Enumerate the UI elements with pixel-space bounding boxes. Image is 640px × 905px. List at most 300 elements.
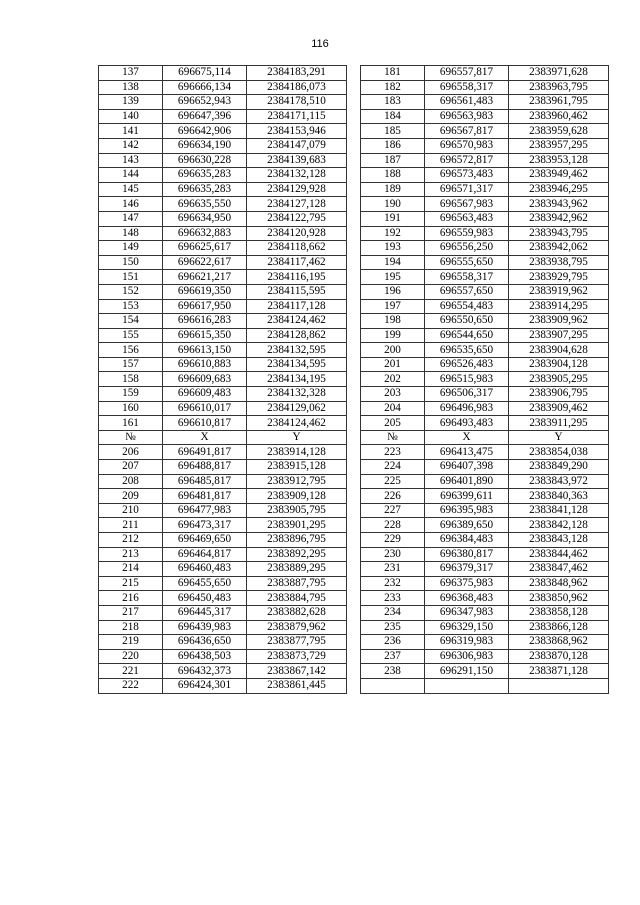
column-gap [347,226,361,241]
column-gap [347,635,361,650]
x-coordinate-cell: 696572,817 [425,153,509,168]
x-coordinate-cell: 696559,983 [425,226,509,241]
column-gap [347,80,361,95]
y-coordinate-cell: 2384153,946 [247,124,347,139]
point-number-cell: 187 [361,153,425,168]
table-row [99,66,609,81]
y-coordinate-cell: 2383882,628 [247,605,347,620]
y-coordinate-cell: 2383957,295 [509,138,609,153]
column-gap [347,357,361,372]
column-gap [347,460,361,475]
column-gap [347,620,361,635]
point-number-cell: 190 [361,197,425,212]
column-gap [347,372,361,387]
point-number-cell: 214 [99,562,163,577]
table-row [99,182,609,197]
y-coordinate-cell: 2383909,128 [247,489,347,504]
table-row [99,95,609,110]
x-coordinate-cell: 696384,483 [425,533,509,548]
column-gap [347,211,361,226]
x-coordinate-cell: 696436,650 [163,635,247,650]
x-coordinate-cell: 696544,650 [425,328,509,343]
column-gap [347,109,361,124]
y-coordinate-cell: 2384124,462 [247,314,347,329]
column-gap [347,547,361,562]
x-coordinate-cell: 696573,483 [425,168,509,183]
point-number-cell: 203 [361,387,425,402]
column-gap [347,299,361,314]
x-coordinate-cell [425,678,509,693]
table-row [99,460,609,475]
x-coordinate-cell: 696445,317 [163,605,247,620]
column-gap [347,95,361,110]
x-coordinate-cell: 696389,650 [425,518,509,533]
table-row [99,299,609,314]
column-gap [347,387,361,402]
x-coordinate-cell: 696450,483 [163,591,247,606]
y-coordinate-cell: 2384128,862 [247,328,347,343]
y-coordinate-cell: 2383854,038 [509,445,609,460]
y-coordinate-cell: 2383907,295 [509,328,609,343]
column-gap [347,503,361,518]
x-coordinate-cell: 696306,983 [425,649,509,664]
y-coordinate-cell: 2384118,662 [247,241,347,256]
table-header-row [99,430,609,445]
x-coordinate-cell: 696561,483 [425,95,509,110]
x-coordinate-cell: 696473,317 [163,518,247,533]
table-row [99,678,609,693]
y-coordinate-cell: 2383914,128 [247,445,347,460]
table-row [99,503,609,518]
x-coordinate-cell: 696622,617 [163,255,247,270]
x-coordinate-cell: 696477,983 [163,503,247,518]
y-coordinate-cell: 2383858,128 [509,605,609,620]
table-row [99,576,609,591]
table-row [99,211,609,226]
x-coordinate-cell: 696563,483 [425,211,509,226]
x-coordinate-cell: 696647,396 [163,109,247,124]
y-coordinate-cell: 2383915,128 [247,460,347,475]
x-coordinate-cell: 696380,817 [425,547,509,562]
point-number-cell: 201 [361,357,425,372]
column-gap [347,533,361,548]
y-coordinate-cell: 2383914,295 [509,299,609,314]
y-coordinate-cell: 2384117,462 [247,255,347,270]
point-number-cell: 159 [99,387,163,402]
y-coordinate-cell: 2383896,795 [247,533,347,548]
column-gap [347,591,361,606]
x-coordinate-cell: 696570,983 [425,138,509,153]
y-coordinate-cell: 2384147,079 [247,138,347,153]
x-coordinate-cell: 696558,317 [425,270,509,285]
y-coordinate-cell: 2384120,928 [247,226,347,241]
y-coordinate-cell: 2384178,510 [247,95,347,110]
y-coordinate-cell: 2383904,628 [509,343,609,358]
x-coordinate-cell: 696496,983 [425,401,509,416]
y-coordinate-cell: 2383929,795 [509,270,609,285]
y-coordinate-cell: 2383961,795 [509,95,609,110]
y-coordinate-cell: 2384127,128 [247,197,347,212]
table-row [99,445,609,460]
point-number-cell: 149 [99,241,163,256]
x-coordinate-cell: 696610,883 [163,357,247,372]
point-number-cell: 223 [361,445,425,460]
x-coordinate-cell: 696464,817 [163,547,247,562]
point-number-cell: 205 [361,416,425,431]
x-coordinate-cell: 696632,883 [163,226,247,241]
table-row [99,138,609,153]
y-coordinate-cell: 2384132,595 [247,343,347,358]
x-coordinate-cell: 696488,817 [163,460,247,475]
point-number-cell: 184 [361,109,425,124]
point-number-cell: 140 [99,109,163,124]
point-number-cell: 221 [99,664,163,679]
x-coordinate-cell: 696515,983 [425,372,509,387]
y-coordinate-cell: 2383943,795 [509,226,609,241]
column-gap [347,314,361,329]
point-number-cell: 156 [99,343,163,358]
point-number-cell: 161 [99,416,163,431]
table-row [99,153,609,168]
y-coordinate-cell: 2383871,128 [509,664,609,679]
column-gap [347,197,361,212]
header-number: № [99,430,163,445]
y-coordinate-cell: 2383911,295 [509,416,609,431]
y-coordinate-cell: 2383873,729 [247,649,347,664]
point-number-cell: 192 [361,226,425,241]
x-coordinate-cell: 696666,134 [163,80,247,95]
point-number-cell: 143 [99,153,163,168]
point-number-cell: 216 [99,591,163,606]
x-coordinate-cell: 696610,017 [163,401,247,416]
y-coordinate-cell: 2383949,462 [509,168,609,183]
x-coordinate-cell: 696571,317 [425,182,509,197]
x-coordinate-cell: 696526,483 [425,357,509,372]
table-row [99,547,609,562]
x-coordinate-cell: 696609,683 [163,372,247,387]
point-number-cell: 195 [361,270,425,285]
point-number-cell: 222 [99,678,163,693]
y-coordinate-cell: 2383879,962 [247,620,347,635]
y-coordinate-cell: 2384186,073 [247,80,347,95]
x-coordinate-cell: 696535,650 [425,343,509,358]
y-coordinate-cell: 2383892,295 [247,547,347,562]
x-coordinate-cell: 696550,650 [425,314,509,329]
y-coordinate-cell: 2384115,595 [247,284,347,299]
x-coordinate-cell: 696485,817 [163,474,247,489]
point-number-cell: 200 [361,343,425,358]
y-coordinate-cell: 2383868,962 [509,635,609,650]
column-gap [347,182,361,197]
y-coordinate-cell: 2383905,295 [509,372,609,387]
point-number-cell: 182 [361,80,425,95]
point-number-cell: 213 [99,547,163,562]
x-coordinate-cell: 696634,950 [163,211,247,226]
y-coordinate-cell: 2383844,462 [509,547,609,562]
y-coordinate-cell: 2383849,290 [509,460,609,475]
y-coordinate-cell: 2384139,683 [247,153,347,168]
y-coordinate-cell: 2383870,128 [509,649,609,664]
x-coordinate-cell: 696481,817 [163,489,247,504]
y-coordinate-cell: 2383912,795 [247,474,347,489]
y-coordinate-cell: 2383840,363 [509,489,609,504]
x-coordinate-cell: 696493,483 [425,416,509,431]
x-coordinate-cell: 696652,943 [163,95,247,110]
point-number-cell: 196 [361,284,425,299]
x-coordinate-cell: 696395,983 [425,503,509,518]
point-number-cell: 233 [361,591,425,606]
x-coordinate-cell: 696617,950 [163,299,247,314]
x-coordinate-cell: 696613,150 [163,343,247,358]
y-coordinate-cell: 2383906,795 [509,387,609,402]
point-number-cell: 158 [99,372,163,387]
column-gap [347,270,361,285]
table-row [99,328,609,343]
x-coordinate-cell: 696469,650 [163,533,247,548]
y-coordinate-cell: 2383909,962 [509,314,609,329]
y-coordinate-cell: 2383850,962 [509,591,609,606]
x-coordinate-cell: 696642,906 [163,124,247,139]
point-number-cell: 142 [99,138,163,153]
column-gap [347,678,361,693]
column-gap [347,518,361,533]
x-coordinate-cell: 696563,983 [425,109,509,124]
point-number-cell: 155 [99,328,163,343]
header-number: № [361,430,425,445]
point-number-cell: 230 [361,547,425,562]
y-coordinate-cell: 2383905,795 [247,503,347,518]
y-coordinate-cell: 2383960,462 [509,109,609,124]
point-number-cell: 183 [361,95,425,110]
column-gap [347,328,361,343]
y-coordinate-cell: 2384132,128 [247,168,347,183]
point-number-cell: 181 [361,66,425,81]
y-coordinate-cell: 2383971,628 [509,66,609,81]
y-coordinate-cell: 2383841,128 [509,503,609,518]
x-coordinate-cell: 696610,817 [163,416,247,431]
y-coordinate-cell: 2383843,972 [509,474,609,489]
y-coordinate-cell: 2383889,295 [247,562,347,577]
point-number-cell: 193 [361,241,425,256]
y-coordinate-cell: 2384122,795 [247,211,347,226]
x-coordinate-cell: 696635,283 [163,168,247,183]
point-number-cell: 152 [99,284,163,299]
x-coordinate-cell: 696625,617 [163,241,247,256]
x-coordinate-cell: 696555,650 [425,255,509,270]
x-coordinate-cell: 696379,317 [425,562,509,577]
point-number-cell: 238 [361,664,425,679]
table-row [99,255,609,270]
table-row [99,314,609,329]
column-gap [347,576,361,591]
point-number-cell: 204 [361,401,425,416]
point-number-cell: 157 [99,357,163,372]
x-coordinate-cell: 696615,350 [163,328,247,343]
point-number-cell: 226 [361,489,425,504]
point-number-cell: 147 [99,211,163,226]
column-gap [347,66,361,81]
x-coordinate-cell: 696616,283 [163,314,247,329]
y-coordinate-cell: 2383901,295 [247,518,347,533]
y-coordinate-cell: 2383904,128 [509,357,609,372]
x-coordinate-cell: 696554,483 [425,299,509,314]
point-number-cell: 234 [361,605,425,620]
y-coordinate-cell: 2383909,462 [509,401,609,416]
x-coordinate-cell: 696319,983 [425,635,509,650]
y-coordinate-cell: 2383942,962 [509,211,609,226]
y-coordinate-cell: 2384134,195 [247,372,347,387]
header-y: Y [247,430,347,445]
x-coordinate-cell: 696347,983 [425,605,509,620]
x-coordinate-cell: 696455,650 [163,576,247,591]
point-number-cell: 153 [99,299,163,314]
y-coordinate-cell: 2384132,328 [247,387,347,402]
point-number-cell: 141 [99,124,163,139]
point-number-cell: 224 [361,460,425,475]
point-number-cell: 148 [99,226,163,241]
column-gap [347,241,361,256]
x-coordinate-cell: 696413,475 [425,445,509,460]
y-coordinate-cell: 2383877,795 [247,635,347,650]
y-coordinate-cell: 2383884,795 [247,591,347,606]
y-coordinate-cell: 2383861,445 [247,678,347,693]
y-coordinate-cell: 2384124,462 [247,416,347,431]
y-coordinate-cell: 2383943,962 [509,197,609,212]
point-number-cell: 227 [361,503,425,518]
point-number-cell: 144 [99,168,163,183]
point-number-cell: 145 [99,182,163,197]
table-row [99,80,609,95]
column-gap [347,605,361,620]
coordinates-table [98,65,609,694]
x-coordinate-cell: 696491,817 [163,445,247,460]
y-coordinate-cell: 2383866,128 [509,620,609,635]
column-gap [347,168,361,183]
y-coordinate-cell: 2383942,062 [509,241,609,256]
table-row [99,664,609,679]
y-coordinate-cell: 2384116,195 [247,270,347,285]
point-number-cell: 198 [361,314,425,329]
x-coordinate-cell: 696558,317 [425,80,509,95]
column-gap [347,401,361,416]
table-row [99,357,609,372]
x-coordinate-cell: 696506,317 [425,387,509,402]
table-row [99,635,609,650]
y-coordinate-cell: 2383867,142 [247,664,347,679]
x-coordinate-cell: 696460,483 [163,562,247,577]
point-number-cell: 185 [361,124,425,139]
x-coordinate-cell: 696439,983 [163,620,247,635]
x-coordinate-cell: 696438,503 [163,649,247,664]
column-gap [347,138,361,153]
y-coordinate-cell: 2383919,962 [509,284,609,299]
y-coordinate-cell: 2383959,628 [509,124,609,139]
table-row [99,474,609,489]
table-row [99,562,609,577]
column-gap [347,284,361,299]
x-coordinate-cell: 696630,228 [163,153,247,168]
table-row [99,168,609,183]
x-coordinate-cell: 696399,611 [425,489,509,504]
x-coordinate-cell: 696567,817 [425,124,509,139]
column-gap [347,430,361,445]
table-row [99,416,609,431]
x-coordinate-cell: 696368,483 [425,591,509,606]
y-coordinate-cell: 2383963,795 [509,80,609,95]
point-number-cell: 225 [361,474,425,489]
table-row [99,620,609,635]
column-gap [347,445,361,460]
table-row [99,124,609,139]
column-gap [347,649,361,664]
y-coordinate-cell: 2384117,128 [247,299,347,314]
y-coordinate-cell: 2383847,462 [509,562,609,577]
point-number-cell: 139 [99,95,163,110]
point-number-cell: 186 [361,138,425,153]
point-number-cell [361,678,425,693]
point-number-cell: 137 [99,66,163,81]
y-coordinate-cell: 2383938,795 [509,255,609,270]
point-number-cell: 218 [99,620,163,635]
point-number-cell: 209 [99,489,163,504]
y-coordinate-cell: 2383843,128 [509,533,609,548]
point-number-cell: 219 [99,635,163,650]
column-gap [347,664,361,679]
point-number-cell: 199 [361,328,425,343]
header-y: Y [509,430,609,445]
point-number-cell: 188 [361,168,425,183]
point-number-cell: 197 [361,299,425,314]
y-coordinate-cell: 2383848,962 [509,576,609,591]
y-coordinate-cell: 2383887,795 [247,576,347,591]
x-coordinate-cell: 696557,650 [425,284,509,299]
x-coordinate-cell: 696619,350 [163,284,247,299]
point-number-cell: 235 [361,620,425,635]
point-number-cell: 229 [361,533,425,548]
table-row [99,109,609,124]
x-coordinate-cell: 696675,114 [163,66,247,81]
point-number-cell: 232 [361,576,425,591]
point-number-cell: 237 [361,649,425,664]
point-number-cell: 210 [99,503,163,518]
table-row [99,226,609,241]
x-coordinate-cell: 696609,483 [163,387,247,402]
x-coordinate-cell: 696291,150 [425,664,509,679]
point-number-cell: 212 [99,533,163,548]
point-number-cell: 154 [99,314,163,329]
page-number: 116 [311,38,329,50]
y-coordinate-cell: 2383842,128 [509,518,609,533]
y-coordinate-cell: 2383953,128 [509,153,609,168]
point-number-cell: 215 [99,576,163,591]
point-number-cell: 150 [99,255,163,270]
x-coordinate-cell: 696567,983 [425,197,509,212]
table-row [99,649,609,664]
table-row [99,518,609,533]
table-row [99,489,609,504]
point-number-cell: 231 [361,562,425,577]
x-coordinate-cell: 696401,890 [425,474,509,489]
point-number-cell: 236 [361,635,425,650]
column-gap [347,562,361,577]
x-coordinate-cell: 696375,983 [425,576,509,591]
x-coordinate-cell: 696635,283 [163,182,247,197]
table-row [99,241,609,256]
column-gap [347,416,361,431]
x-coordinate-cell: 696407,398 [425,460,509,475]
y-coordinate-cell [509,678,609,693]
point-number-cell: 151 [99,270,163,285]
